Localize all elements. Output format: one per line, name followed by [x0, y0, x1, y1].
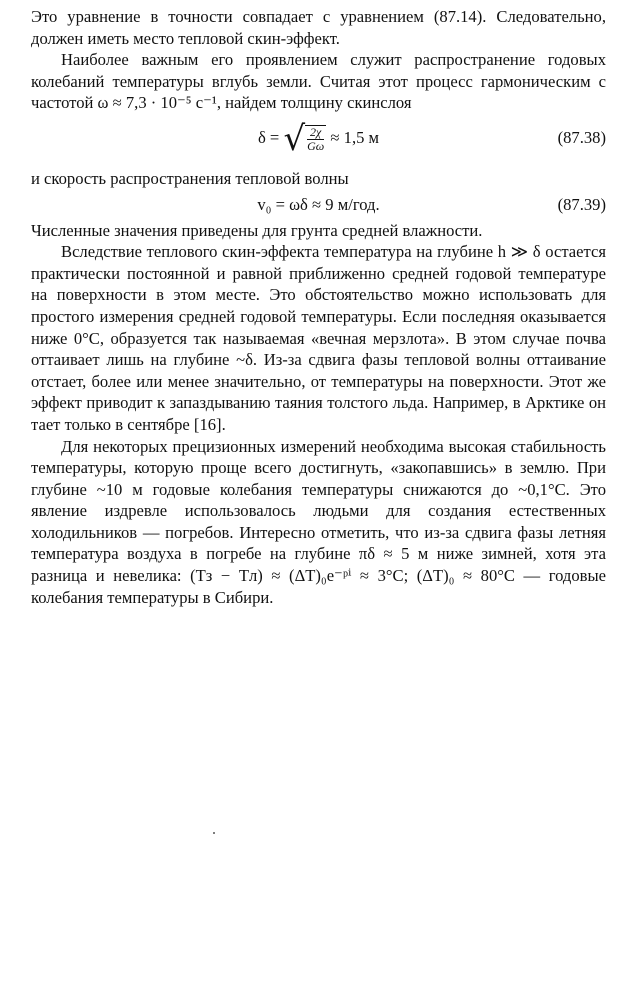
- eq1-lhs: δ =: [257, 127, 284, 147]
- eq1-frac-num: 2χ: [307, 126, 324, 140]
- equation-87-38: [31, 114, 606, 168]
- equation-87-39: [31, 190, 606, 220]
- paragraph-6: Для некоторых прецизионных измерений необходима высокая стабильность температуры, которую проще всего достигнуть, «закопавшись» в землю. При глубине ~10 м годовые колебания температуры снижаются до ~0,1°C. Это явление издревле использовалось людьми для создания естественных холодильников — погребов. Интересно отметить, что из-за сдвига фазы летняя температура воздуха в погребе на глубине πδ ≈ 5 м ниже зимней, хотя эта разница и невелика: (Tз − Tл) ≈ (ΔT)₀e⁻ᵖⁱ ≈ 3°C; (ΔT)₀ ≈ 80°C — годовые колебания температуры в Сибири.: [31, 436, 606, 607]
- eq2-label: (87.39): [557, 194, 606, 214]
- sqrt-icon: √ $\frac{2\chi}{G\omega}$: [283, 118, 325, 159]
- eq1-frac-den: Gω: [307, 138, 325, 153]
- page: [31, 6, 606, 608]
- paragraph-3: и скорость распространения тепловой волны: [31, 168, 349, 188]
- eq1-label: (87.38): [557, 127, 606, 147]
- paragraph-2: Наиболее важным его проявлением служит распространение годовых колебаний температуры вглубь земли. Считая этот процесс гармоническим с частотой ω ≈ 7,3 · 10⁻⁵ с⁻¹, найдем толщину скинслоя: [31, 50, 606, 113]
- paragraph-4: Численные значения приведены для грунта средней влажности.: [31, 220, 483, 240]
- paragraph-1: Это уравнение в точности совпадает с уравнением (87.14). Следовательно, должен иметь место тепловой скин-эффект.: [31, 7, 606, 48]
- paragraph-5: Вследствие теплового скин-эффекта температура на глубине h ≫ δ остается практически постоянной и равной приближенно средней годовой температуре на поверхности в этом месте. Это обстоятельство можно использовать для простого измерения средней годовой температуры. Если последняя оказывается ниже 0°C, образуется так называемая «вечная мерзлота». В этом случае почва оттаивает лишь на глубине ~δ. Из-за сдвига фазы тепловой волны оттаивание отстает, более или менее значительно, от температуры на поверхности. Этот же эффект приводит к запаздыванию таяния толстого льда. Например, в Арктике он тает только в сентябре [16].: [31, 242, 606, 434]
- eq1-rhs: ≈ 1,5 м: [326, 127, 380, 147]
- stray-dot: [213, 832, 215, 834]
- eq2-body: v₀ = ωδ ≈ 9 м/год.: [257, 194, 380, 214]
